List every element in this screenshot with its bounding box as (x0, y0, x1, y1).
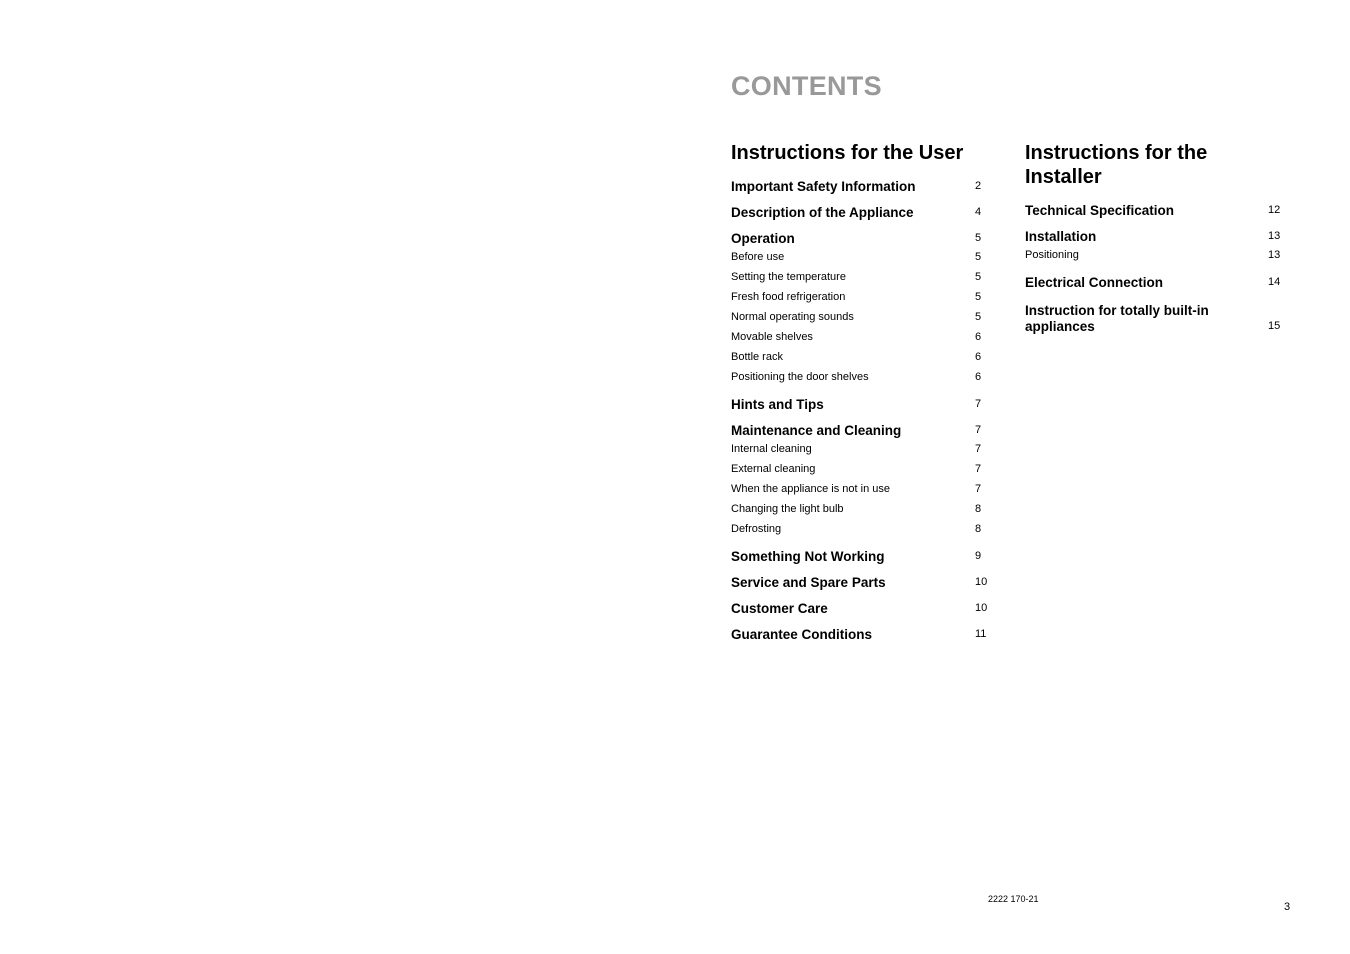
toc-entry-label: Internal cleaning (731, 443, 812, 455)
toc-entry-page-number: 13 (1268, 249, 1281, 261)
toc-entry-label: Service and Spare Parts (731, 575, 886, 590)
toc-section-entry (731, 617, 989, 643)
toc-entry-page-number: 5 (975, 232, 982, 244)
toc-entry-label: External cleaning (731, 463, 816, 475)
toc-section-entry (1025, 291, 1282, 335)
toc-entry-label: Defrosting (731, 523, 782, 535)
toc-subsection-entry (731, 439, 989, 459)
toc-section-entry (1025, 219, 1282, 245)
toc-entry-page-number: 7 (975, 424, 982, 436)
toc-section-entry (731, 195, 989, 221)
toc-section-entry (731, 539, 989, 565)
toc-entry-label: Installation (1025, 229, 1097, 244)
toc-section-entry (1025, 193, 1282, 219)
toc-entry-page-number: 5 (975, 291, 982, 303)
toc-subsection-entry (731, 499, 989, 519)
toc-entry-label: Setting the temperature (731, 271, 846, 283)
toc-entry-label: When the appliance is not in use (731, 483, 890, 495)
toc-subsection-entry (1025, 245, 1282, 265)
toc-entry-label: Bottle rack (731, 351, 783, 363)
toc-section-entry (731, 591, 989, 617)
contents-title: CONTENTS (731, 71, 882, 101)
toc-entry-page-number: 7 (975, 463, 982, 475)
toc-entry-page-number: 6 (975, 331, 982, 343)
toc-entry-page-number: 7 (975, 443, 982, 455)
toc-entry-page-number: 5 (975, 311, 982, 323)
toc-entry-page-number: 14 (1268, 276, 1281, 288)
toc-section-entry (731, 565, 989, 591)
toc-subsection-entry (731, 327, 989, 347)
toc-entry-page-number: 5 (975, 251, 982, 263)
toc-entry-label: Hints and Tips (731, 397, 824, 412)
toc-entry-label: Electrical Connection (1025, 275, 1164, 290)
user-section-heading: Instructions for the User (731, 142, 964, 164)
toc-entry-label: Fresh food refrigeration (731, 291, 846, 303)
toc-section-entry (731, 169, 989, 195)
toc-entry-label: Operation (731, 231, 795, 246)
toc-entry-label: Technical Specification (1025, 203, 1175, 218)
toc-entry-page-number: 6 (975, 351, 982, 363)
toc-subsection-entry (731, 307, 989, 327)
document-code: 2222 170-21 (988, 894, 1039, 904)
installer-section-heading: Instructions for the Installer (1025, 142, 1208, 188)
toc-entry-page-number: 10 (975, 602, 988, 614)
toc-entry-label: Positioning the door shelves (731, 371, 869, 383)
toc-entry-label: Guarantee Conditions (731, 627, 873, 642)
toc-section-entry (731, 413, 989, 439)
user-toc-list (731, 169, 989, 643)
toc-entry-label: Normal operating sounds (731, 311, 854, 323)
toc-entry-label: Movable shelves (731, 331, 813, 343)
toc-entry-page-number: 7 (975, 398, 982, 410)
toc-entry-page-number: 6 (975, 371, 982, 383)
toc-section-entry (731, 221, 989, 247)
toc-entry-label: Customer Care (731, 601, 828, 616)
toc-entry-page-number: 15 (1268, 320, 1281, 332)
toc-subsection-entry (731, 479, 989, 499)
toc-section-entry (731, 387, 989, 413)
toc-subsection-entry (731, 459, 989, 479)
toc-entry-label: Positioning (1025, 249, 1079, 261)
toc-entry-page-number: 8 (975, 503, 982, 515)
toc-entry-page-number: 10 (975, 576, 988, 588)
toc-entry-label: Before use (731, 251, 785, 263)
page-number: 3 (1284, 901, 1291, 913)
toc-section-entry (1025, 265, 1282, 291)
toc-subsection-entry (731, 519, 989, 539)
toc-entry-page-number: 5 (975, 271, 982, 283)
toc-entry-label: Something Not Working (731, 549, 885, 564)
toc-entry-label: Description of the Appliance (731, 205, 914, 220)
user-instructions-column (731, 140, 991, 643)
toc-subsection-entry (731, 367, 989, 387)
toc-entry-page-number: 8 (975, 523, 982, 535)
toc-entry-page-number: 9 (975, 550, 982, 562)
toc-subsection-entry (731, 287, 989, 307)
toc-entry-page-number: 2 (975, 180, 982, 192)
toc-entry-page-number: 4 (975, 206, 982, 218)
installer-toc-list (1025, 193, 1282, 335)
toc-subsection-entry (731, 347, 989, 367)
toc-entry-label: Important Safety Information (731, 179, 916, 194)
toc-entry-page-number: 7 (975, 483, 982, 495)
installer-instructions-column (1025, 140, 1285, 335)
toc-entry-page-number: 13 (1268, 230, 1281, 242)
toc-subsection-entry (731, 267, 989, 287)
toc-subsection-entry (731, 247, 989, 267)
toc-entry-page-number: 12 (1268, 204, 1281, 216)
toc-entry-page-number: 11 (975, 628, 987, 640)
toc-entry-label: Changing the light bulb (731, 503, 844, 515)
toc-entry-label: Maintenance and Cleaning (731, 423, 902, 438)
toc-entry-label: Instruction for totally built-in appliances (1025, 303, 1209, 334)
